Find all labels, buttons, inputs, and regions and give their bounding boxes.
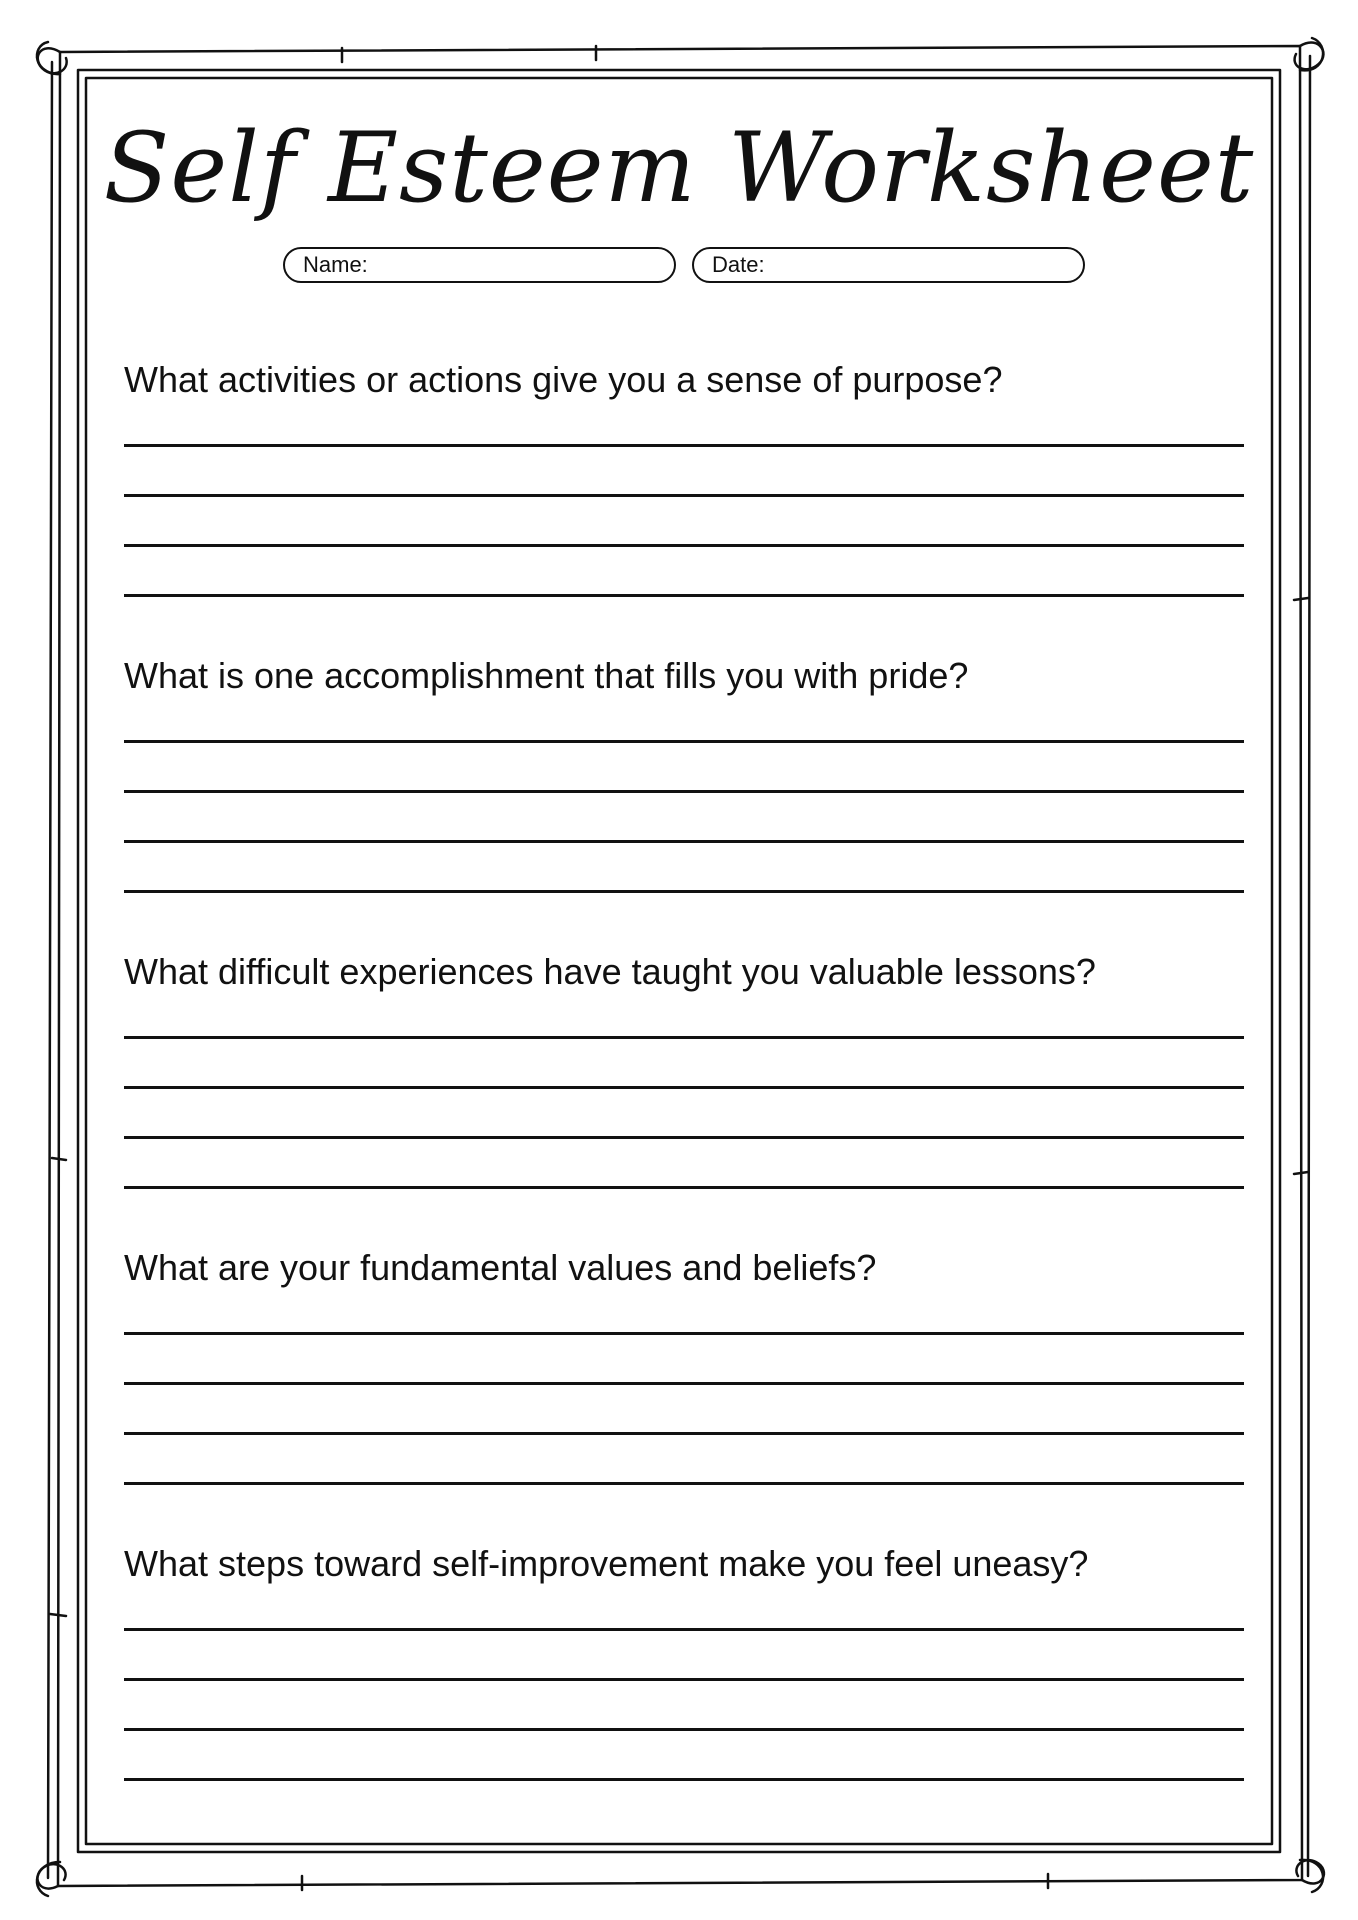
worksheet-title: Self Esteem Worksheet: [103, 112, 1255, 224]
answer-line[interactable]: [124, 1332, 1244, 1335]
question-text: What are your fundamental values and beliefs?: [124, 1247, 877, 1288]
answer-line[interactable]: [124, 1036, 1244, 1039]
answer-line[interactable]: [124, 444, 1244, 447]
question-block: [124, 1542, 1244, 1586]
answer-line[interactable]: [124, 594, 1244, 597]
answer-line[interactable]: [124, 840, 1244, 843]
question-text: What activities or actions give you a sense of purpose?: [124, 359, 1003, 400]
answer-line[interactable]: [124, 1382, 1244, 1385]
question-block: [124, 654, 1244, 698]
answer-line[interactable]: [124, 740, 1244, 743]
answer-line[interactable]: [124, 1778, 1244, 1781]
answer-line[interactable]: [124, 1728, 1244, 1731]
answer-line[interactable]: [124, 1628, 1244, 1631]
answer-line[interactable]: [124, 1482, 1244, 1485]
date-field[interactable]: Date:: [692, 247, 1085, 283]
answer-line[interactable]: [124, 1086, 1244, 1089]
name-field[interactable]: Name:: [283, 247, 676, 283]
answer-line[interactable]: [124, 1186, 1244, 1189]
answer-line[interactable]: [124, 544, 1244, 547]
answer-line[interactable]: [124, 790, 1244, 793]
answer-line[interactable]: [124, 1432, 1244, 1435]
question-text: What steps toward self-improvement make you feel uneasy?: [124, 1543, 1089, 1584]
question-block: [124, 358, 1244, 402]
answer-line[interactable]: [124, 494, 1244, 497]
question-block: [124, 950, 1244, 994]
question-block: [124, 1246, 1244, 1290]
question-text: What is one accomplishment that fills you with pride?: [124, 655, 969, 696]
question-text: What difficult experiences have taught you valuable lessons?: [124, 951, 1096, 992]
answer-line[interactable]: [124, 890, 1244, 893]
answer-line[interactable]: [124, 1678, 1244, 1681]
answer-line[interactable]: [124, 1136, 1244, 1139]
